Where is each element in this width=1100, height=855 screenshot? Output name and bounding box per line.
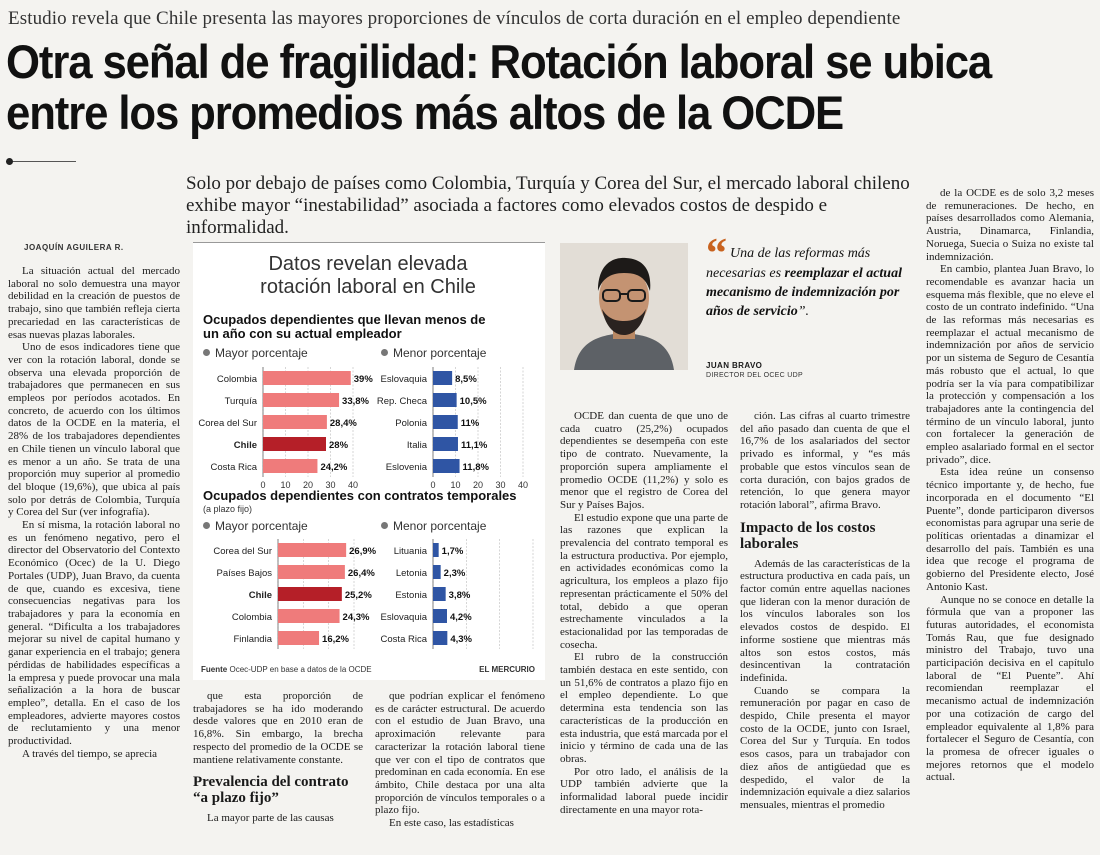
article-column-5 xyxy=(740,410,910,812)
value-label: 2,3% xyxy=(443,568,466,579)
tick-label: 40 xyxy=(517,480,529,490)
bar xyxy=(278,587,342,601)
legend-low-2 xyxy=(381,519,486,533)
paragraph: Cuando se compara la remuneración por pagar en caso de despido, Chile presenta el mayor costo de la OCDE, junto con Israel, Corea del Sur y Turquía. En todos esos casos, para un trabajador con diez años de antigüedad que es despedido, el valor de la indemnización equivale a diez salarios mensuales, mientras el promedio xyxy=(740,684,910,811)
legend-high-2 xyxy=(203,519,308,533)
category-label: Eslovenia xyxy=(385,462,427,473)
value-label: 4,2% xyxy=(450,612,472,623)
bar xyxy=(263,393,339,407)
category-label: Italia xyxy=(406,440,427,451)
deck: Solo por debajo de países como Colombia, Turquía y Corea del Sur, el mercado laboral chileno exhibe mayor “inestabilidad” asociada a factores como elevados costos de despido e informalidad. xyxy=(186,173,910,238)
bar xyxy=(433,371,452,385)
tick-label: 0 xyxy=(260,480,266,490)
bar xyxy=(263,459,317,473)
bar xyxy=(433,415,458,429)
paragraph: que esta proporción de trabajadores se ha ido moderando desde valores que en 2010 eran de 16,8%. Sin embargo, la brecha respecto del promedio de la OCDE se mantiene relativamente constante. xyxy=(193,690,363,766)
bar xyxy=(263,415,327,429)
source-note xyxy=(201,665,372,674)
paragraph: A través del tiempo, se aprecia xyxy=(22,747,158,760)
infographic xyxy=(193,242,545,680)
paragraph: La mayor parte de las causas xyxy=(207,812,334,825)
bar xyxy=(278,543,346,557)
value-label: 28,4% xyxy=(329,418,357,429)
value-label: 11,8% xyxy=(462,462,489,473)
category-label: Eslovaquia xyxy=(380,374,427,385)
infographic-title: Datos revelan elevada rotación laboral en Chile xyxy=(260,253,476,298)
paragraph: El rubro de la construcción también destaca en este sentido, con un 51,6% de contratos a plazo fijo en el empleo dependiente. Lo que determina esta tendencia son las características de la producción en esta industria, que está marcada por el inicio y término de cada una de las obras. xyxy=(560,651,728,765)
legend-dot xyxy=(203,349,210,356)
section2-note: (a plazo fijo) xyxy=(203,504,253,514)
chart-high-tenure xyxy=(193,363,373,490)
quote-close: ”. xyxy=(797,304,810,319)
category-label: Estonia xyxy=(395,590,427,601)
value-label: 28% xyxy=(329,440,349,451)
bar xyxy=(278,565,345,579)
tick-label: 0 xyxy=(430,480,436,490)
portrait-photo xyxy=(560,243,688,370)
value-label: 26,9% xyxy=(349,546,377,557)
quote-mark-icon: “ xyxy=(706,231,727,277)
source-text: Ocec-UDP en base a datos de la OCDE xyxy=(229,665,372,674)
bar xyxy=(433,437,458,451)
paragraph: de la OCDE es de solo 3,2 meses de remuneraciones. De hecho, en países desarrollados como Alemania, Austria, Dinamarca, Finlandia, Noruega, Suecia o Suiza no existe tal indemnización. xyxy=(926,187,1094,263)
category-label: Polonia xyxy=(395,418,427,429)
paragraph: Por otro lado, el análisis de la UDP también advierte que la informalidad laboral puede incidir directamente en una mayor rota- xyxy=(560,765,728,816)
value-label: 25,2% xyxy=(344,590,372,601)
category-label: Colombia xyxy=(216,374,257,385)
bar xyxy=(433,631,447,645)
category-label: Chile xyxy=(248,590,272,601)
category-label: Costa Rica xyxy=(380,634,427,645)
quote-emphasis: reemplazar el actual mecanismo de indemnización por años de servicio xyxy=(706,266,902,319)
legend-label: Menor porcentaje xyxy=(393,346,487,360)
bar xyxy=(433,565,441,579)
value-label: 1,7% xyxy=(441,546,464,557)
value-label: 11% xyxy=(460,418,480,429)
supertitle: Estudio revela que Chile presenta las mayores proporciones de vínculos de corta duración en el empleo dependiente xyxy=(8,8,901,29)
quote-text: Una de las reformas más necesarias es xyxy=(706,246,871,281)
value-label: 39% xyxy=(353,374,373,385)
legend-dot xyxy=(203,522,210,529)
col5-tail xyxy=(740,558,910,812)
quote-author-role: DIRECTOR DEL OCEC UDP xyxy=(706,372,803,379)
legend-low-1 xyxy=(381,346,486,360)
value-label: 8,5% xyxy=(455,374,477,385)
legend-label: Menor porcentaje xyxy=(393,519,487,533)
paragraph: En sí misma, la rotación laboral no es un fenómeno negativo, pero el director del Observatorio del Contexto Económico (Ocec) de la U. Diego Portales (UDP), Juan Bravo, da cuenta de que, cuando es excesiva, tiene consecuencias negativas para los trabajadores y para la economía en general. “Dificulta a los trabajadores mejorar su nivel de capital humano y ganar experiencia en el trabajo; genera pérdidas de habilidades específicas a la empresa y puede provocar una mala señalización a la hora de buscar empleo”, detalla. En el caso de los empleadores, advierte mayores costos de reclutamiento y una menor productividad. xyxy=(8,519,180,748)
article-column-6 xyxy=(926,187,1094,784)
category-label: Corea del Sur xyxy=(213,546,272,557)
tick-label: 30 xyxy=(495,480,506,490)
paragraph: En este caso, las estadísticas xyxy=(389,817,514,830)
bar xyxy=(433,543,439,557)
chart-low-tenure xyxy=(369,363,545,488)
byline: JOAQUÍN AGUILERA R. xyxy=(24,243,124,252)
legend-dot xyxy=(381,522,388,529)
value-label: 3,8% xyxy=(448,590,471,601)
section2-title: Ocupados dependientes con contratos temporales xyxy=(203,488,517,503)
paragraph: ción. Las cifras al cuarto trimestre del año pasado dan cuenta de que el 16,7% de los asalariados del sector privado es informal, y “es más probable que estos vínculos sean de corta duración, con bajos grados de retención, lo que genera mayor rotación laboral”, afirma Bravo. xyxy=(740,410,910,511)
chart-low-temporary xyxy=(369,535,545,655)
article-column-4 xyxy=(560,410,728,817)
tick-label: 20 xyxy=(302,480,314,490)
paragraph: Aunque no se conoce en detalle la fórmula que van a proponer las futuras autoridades, el economista Tomás Rau, que fue designado ministro del Trabajo, tuvo una participación decisiva en el capítulo laboral de “El Puente”. Ahí recomiendan reemplazar el mecanismo actual de indemnización por una cotización de cargo del empleador equivalente al 1,8% para fortalecer el Seguro de Cesantía, con la promesa de ofrecer iguales o mejores retornos que el modelo actual. xyxy=(926,593,1094,784)
legend-label: Mayor porcentaje xyxy=(215,346,308,360)
category-label: Letonia xyxy=(395,568,427,579)
col5-body xyxy=(740,410,910,512)
category-label: Lituania xyxy=(393,546,427,557)
headline: Otra señal de fragilidad: Rotación laboral se ubica entre los promedios más altos de la OCDE xyxy=(6,35,992,139)
category-label: Colombia xyxy=(231,612,272,623)
pull-quote xyxy=(706,231,911,321)
paragraph: Además de las características de la estructura productiva en cada país, un factor común entre aquellas naciones que lideran con la menor duración de los vínculos laborales son los elevados costos de despido. El informe sostiene que mientras más altos son estos costos, más desincentivan la contratación indefinida. xyxy=(740,557,910,684)
bar xyxy=(278,631,319,645)
value-label: 16,2% xyxy=(322,634,349,645)
article-column-3 xyxy=(375,690,545,830)
quote-author: JUAN BRAVO xyxy=(706,361,763,370)
bar xyxy=(263,371,351,385)
value-label: 10,5% xyxy=(459,396,487,407)
source-label: Fuente xyxy=(201,665,228,674)
tick-label: 30 xyxy=(325,480,336,490)
tick-label: 20 xyxy=(472,480,484,490)
value-label: 24,2% xyxy=(320,462,348,473)
section1-title: Ocupados dependientes que llevan menos de un año con su actual empleador xyxy=(203,312,486,341)
category-label: Costa Rica xyxy=(210,462,257,473)
legend-high-1 xyxy=(203,346,308,360)
bar xyxy=(433,393,457,407)
category-label: Turquía xyxy=(224,396,257,407)
bar xyxy=(433,459,460,473)
chart-high-temporary xyxy=(193,535,377,655)
portrait-illustration xyxy=(560,243,688,370)
article-column-2 xyxy=(193,690,363,825)
category-label: Países Bajos xyxy=(216,568,272,579)
category-label: Finlandia xyxy=(233,634,272,645)
tick-label: 10 xyxy=(280,480,291,490)
subheading-prevalencia: Prevalencia del contrato “a plazo fijo” xyxy=(193,774,349,807)
paragraph: En cambio, plantea Juan Bravo, lo recomendable es avanzar hacia un esquema más flexible, que no eleve el costo de un contrato indefinido. “Una de las reformas más necesarias es reemplazar el actual mecanismo de indemnización por años de servicio por un sistema de Seguro de Cesantía más robusto que el actual, lo que podría ser la vía para compatibilizar la protección y compensación a los trabajadores ante la contingencia del término de un vínculo laboral, junto con fortalecer la generación de empleo asalariado formal en el sector privado”, dice. xyxy=(926,263,1094,466)
bar xyxy=(263,437,326,451)
paragraph: Uno de esos indicadores tiene que ver con la rotación laboral, donde se observa una elevada proporción de trabajadores que permanecen en sus empleos por períodos acotados. En concreto, de acuerdo con los últimos datos de la OCDE en la materia, el 28% de los trabajadores dependientes en Chile tienen un vínculo laboral que es menor a un año. Se trata de una proporción muy superior al promedio del bloque (19,6%), que ubica al país solo por detrás de Colombia, Turquía y Corea del Sur (ver infografía). xyxy=(8,341,180,519)
category-label: Chile xyxy=(233,440,257,451)
paragraph: Esta idea reúne un consenso técnico importante y, de hecho, fue incorporada en el documento “El Puente”, donde participaron diversos economistas para agrupar una serie de políticas orientadas a dinamizar el desarrollo del país. También es una idea que recoge el programa de gobierno del Presidente electo, José Antonio Kast. xyxy=(926,466,1094,593)
value-label: 4,3% xyxy=(450,634,472,645)
tick-label: 10 xyxy=(450,480,461,490)
value-label: 33,8% xyxy=(342,396,369,407)
category-label: Rep. Checa xyxy=(376,396,427,407)
bar xyxy=(278,609,340,623)
col2-body xyxy=(193,690,363,766)
value-label: 26,4% xyxy=(347,568,375,579)
tick-label: 40 xyxy=(347,480,359,490)
legend-label: Mayor porcentaje xyxy=(215,519,308,533)
value-label: 11,1% xyxy=(460,440,488,451)
bar xyxy=(433,609,447,623)
legend-dot xyxy=(381,349,388,356)
category-label: Eslovaquia xyxy=(380,612,427,623)
brand-credit: EL MERCURIO xyxy=(479,665,535,674)
decorative-rule xyxy=(6,161,76,162)
paragraph: que podrían explicar el fenómeno es de carácter estructural. De acuerdo con el estudio de Juan Bravo, una aproximación relevante para caracterizar la rotación laboral tiene que ver con el tipo de contratos que predominan en cada economía. En ese ámbito, Chile destaca por una alta proporción de vínculos temporales o a plazo fijo. xyxy=(375,690,545,817)
paragraph: OCDE dan cuenta de que uno de cada cuatro (25,2%) ocupados dependientes se desempeña con este tipo de contrato. Nuevamente, la proporción supera ampliamente el promedio OCDE (11,2%) y solo es menor que el registro de Corea del Sur y Países Bajos. xyxy=(560,410,728,511)
col2-tail xyxy=(193,812,363,825)
subheading-impacto: Impacto de los costos laborales xyxy=(740,519,876,552)
value-label: 24,3% xyxy=(342,612,370,623)
paragraph: El estudio expone que una parte de las razones que explican la prevalencia del contrato temporal es la estructura productiva. Por ejemplo, en actividades económicas como la agricultura, los empleos a plazo fijo representan prácticamente el 50% del total, debido a que operan estrechamente vinculados a la estacionalidad por las temporadas de cosecha. xyxy=(560,511,728,651)
article-column-1 xyxy=(8,265,180,760)
category-label: Corea del Sur xyxy=(198,418,257,429)
paragraph: La situación actual del mercado laboral no solo demuestra una mayor debilidad en la creación de puestos de trabajo, sino que también refleja cierta precariedad en las características de esas nuevas plazas laborales. xyxy=(8,265,180,341)
bar xyxy=(433,587,446,601)
